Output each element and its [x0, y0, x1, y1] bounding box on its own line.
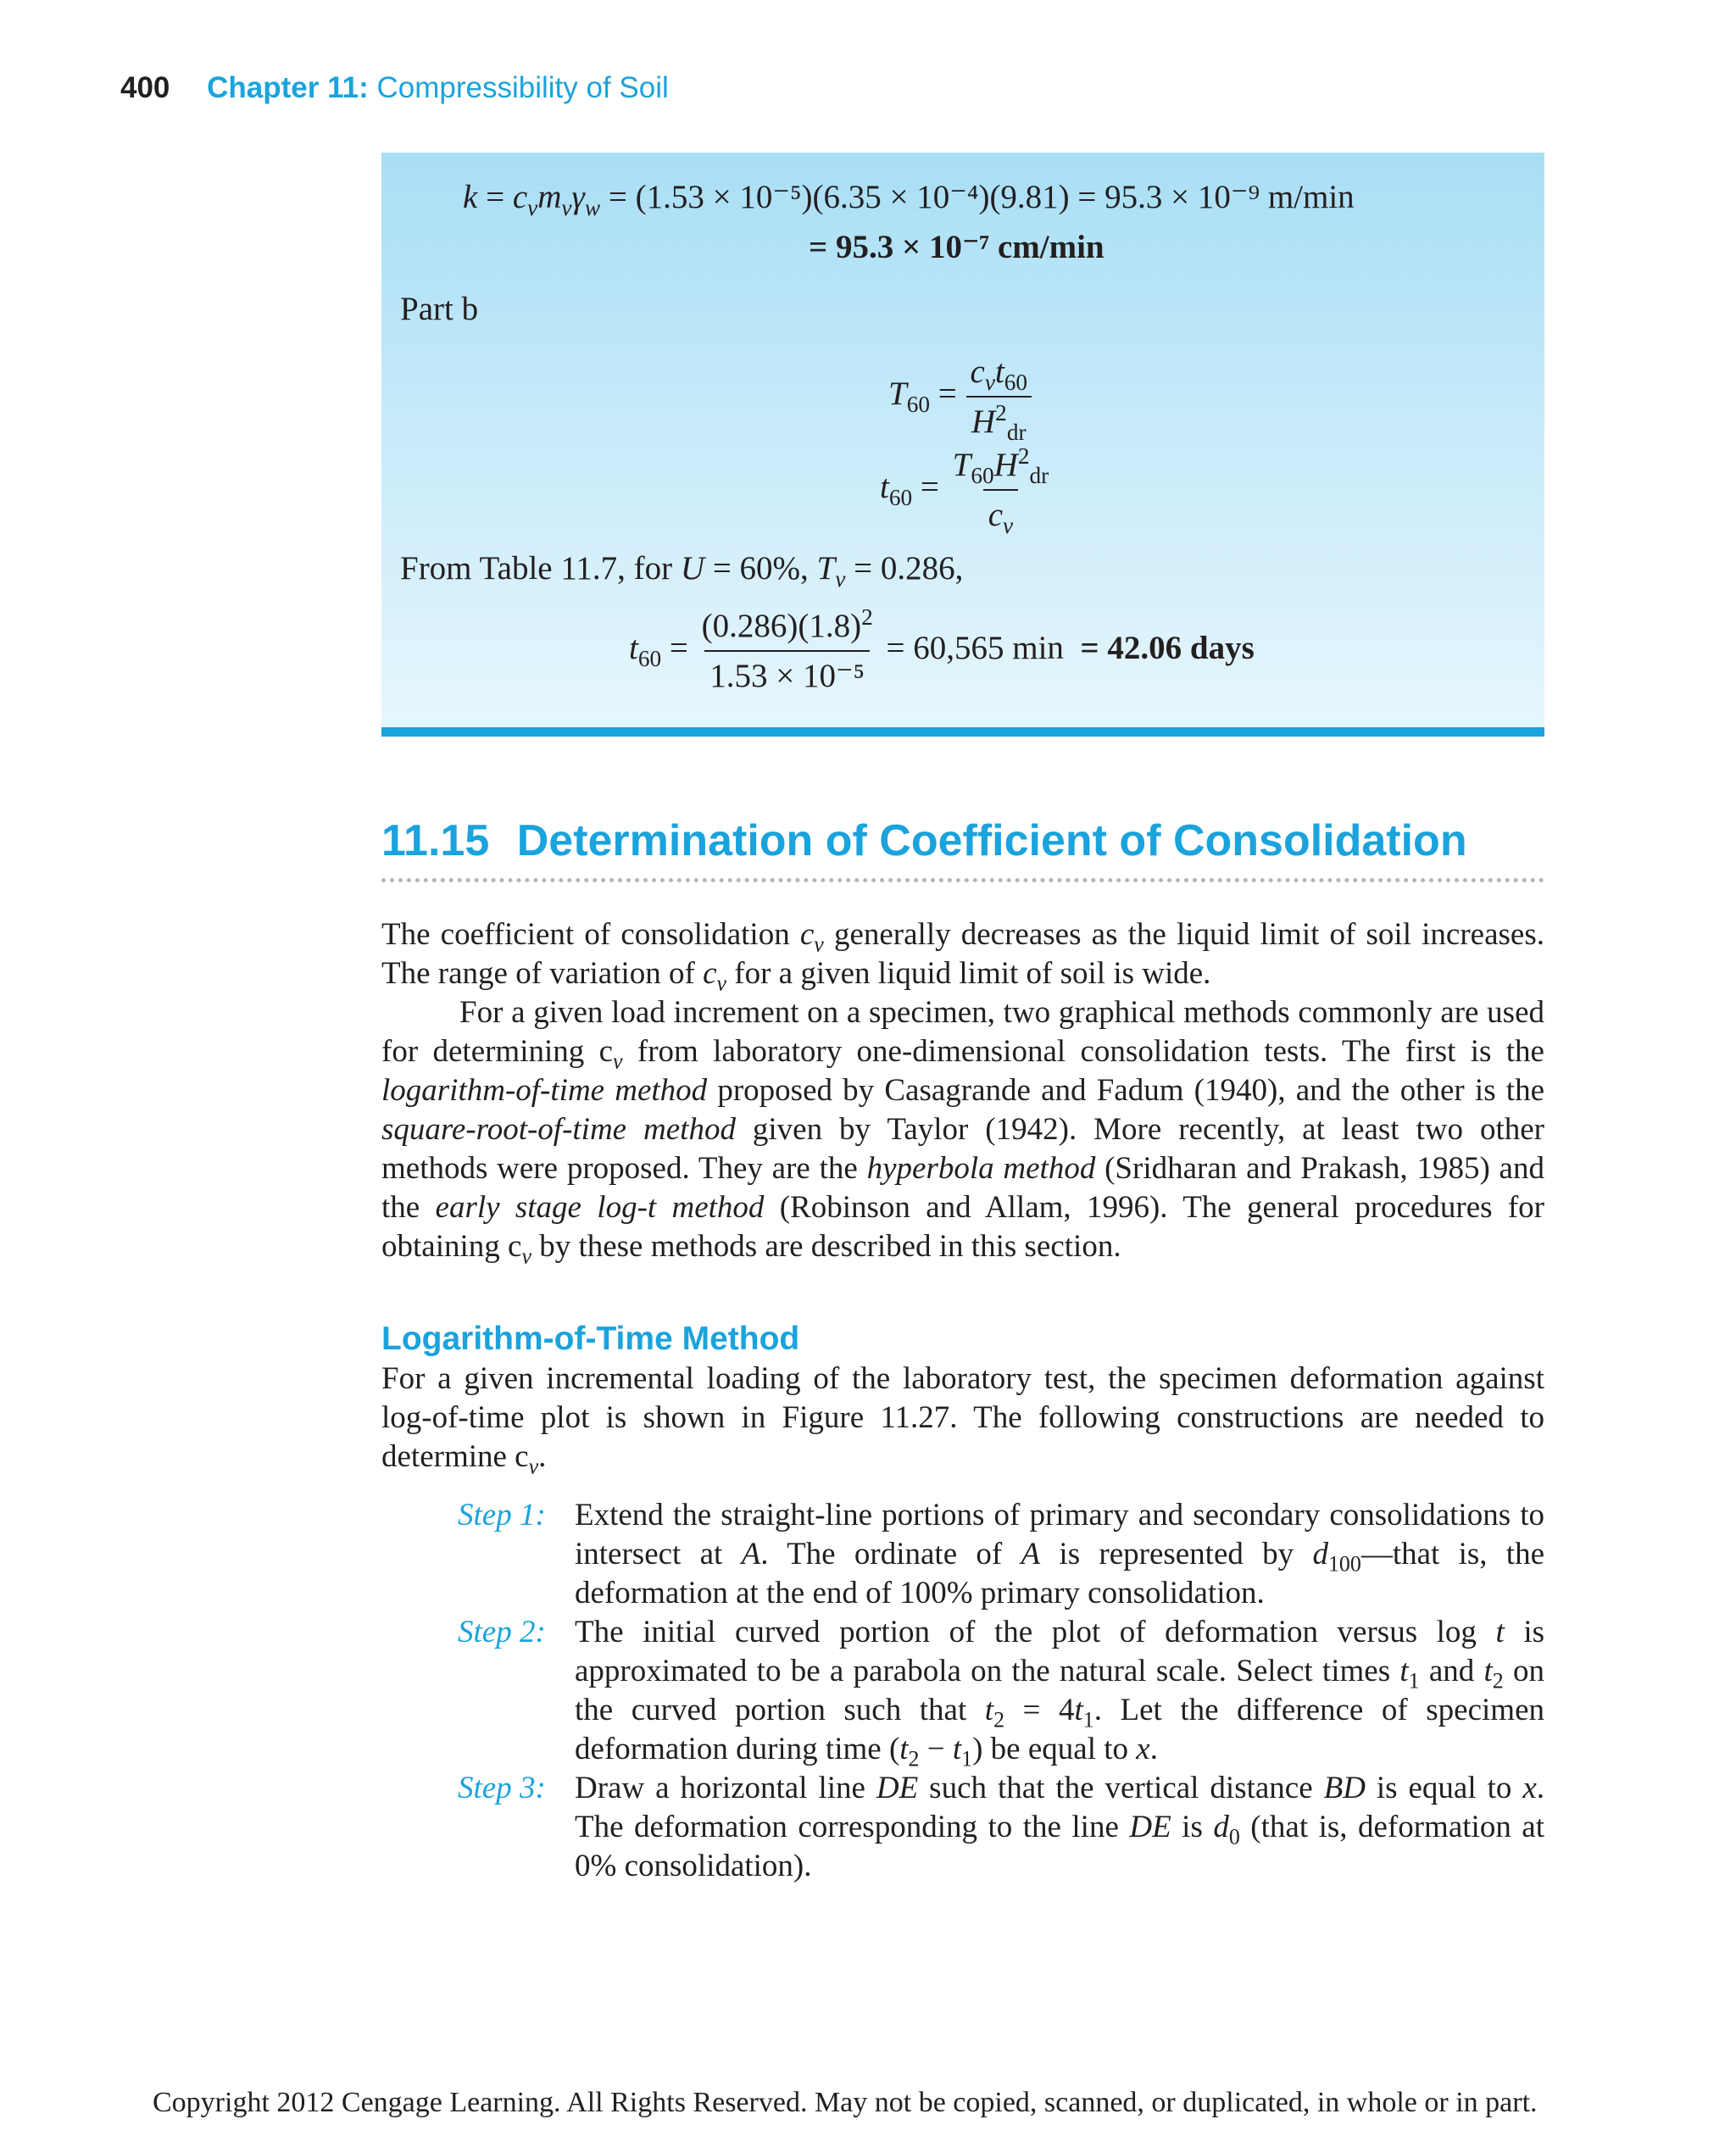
final-time-equation: $t_{60}$ = $\frac{(0.286)(1.8)^2}{\text{1.53 × 10⁻⁵}}$ = 60,565 min = 42.06 days	[629, 604, 1255, 694]
permeability-result: = 95.3 × 10⁻⁷ cm/min	[809, 229, 1104, 265]
step-1-label: Step 1:	[458, 1498, 546, 1532]
section-divider	[381, 878, 1544, 882]
method-early-stage: early stage log-t method	[435, 1190, 765, 1225]
section-title: Determination of Coefficient of Consolidation	[516, 816, 1467, 865]
section-number: 11.15	[381, 816, 490, 865]
chapter-title: Compressibility of Soil	[376, 71, 669, 104]
subsection-heading: Logarithm-of-Time Method	[381, 1321, 800, 1357]
part-b-label: Part b	[400, 291, 479, 327]
step-3-text: Draw a horizontal line DE such that the vertical distance BD is equal to x. The deformation corresponding to the line DE is $d_0$ (that is, deformation at 0% consolidation).	[575, 1771, 1545, 1883]
time-equation: $t_{60}$ = $\frac{T_{60}H^2_{dr}}{c_v}$	[880, 443, 1049, 538]
step-2	[458, 1613, 1544, 1772]
step-1-text: Extend the straight-line portions of primary and secondary consolidations to intersect at A. The ordinate of A is represented by $d_{100}—that$ is, the deformation at the end of 100% primary consolidation.	[575, 1498, 1544, 1610]
final-numerator: (0.286)(1.8)	[701, 608, 862, 644]
example-solution-box	[381, 153, 1544, 737]
copyright-notice: Copyright 2012 Cengage Learning. All Rights Reserved. May not be copied, scanned, or duplicated, in whole or in part.	[153, 2087, 1538, 2118]
method-hyperbola: hyperbola method	[866, 1151, 1096, 1186]
method-log-time: logarithm-of-time method	[381, 1073, 708, 1108]
final-answer-days: = 42.06 days	[1080, 629, 1255, 666]
chapter-label: Chapter 11:	[207, 71, 369, 104]
time-factor-equation: $T_{60}$ = $\frac{c_vt_{60}}{H^2_{dr}}$	[888, 353, 1032, 441]
method-sqrt-time: square-root-of-time method	[381, 1112, 736, 1147]
final-result-minutes: = 60,565 min	[886, 629, 1064, 666]
paragraph-methods: For a given load increment on a specimen, two graphical methods commonly are used for determining $c_v$ from laboratory one-dimensional consolidation tests. The first is the logarithm-of-time method proposed by Casagrande and Fadum (1940), and the other is the square-root-of-time method given by Taylor (1942). More recently, at least two other methods were proposed. They are the hyperbola method (Sridharan and Prakash, 1985) and the early stage log-t method (Robinson and Allam, 1996). The general procedures for obtaining $c_v$ by these methods are described in this section.	[381, 995, 1545, 1269]
step-1	[458, 1496, 1544, 1613]
permeability-equation: $k = c_vm_v\gamma_w = (1.53 \times 10^{-5})(6.35 \times 10^{-4})(9.81) = 95.3 \times 10^{-9}$ m/min	[463, 179, 1355, 220]
final-denominator: 1.53 × 10⁻⁵	[704, 650, 870, 695]
paragraph-log-time-intro: For a given incremental loading of the laboratory test, the specimen deformation against log-of-time plot is shown in Figure 11.27. The following constructions are needed to determine $c_v$.	[381, 1361, 1544, 1479]
step-2-text: The initial curved portion of the plot of deformation versus log t is approximated to be a parabola on the natural scale. Select times $t_1$ and $t_2$ on the curved portion such that $t_2 = 4t_1$. Let the difference of specimen deformation during time $(t_2 - t_1)$ be equal to x.	[575, 1615, 1544, 1772]
section-heading	[381, 815, 1467, 866]
step-2-label: Step 2:	[458, 1615, 546, 1649]
running-head	[120, 71, 669, 105]
page-number: 400	[120, 71, 170, 104]
table-reference-line: From Table 11.7, for U = 60%, $T_v = 0.286$,	[400, 550, 964, 592]
paragraph-intro: The coefficient of consolidation $c_v$ generally decreases as the liquid limit of soil increases. The range of variation of $c_v$ for a given liquid limit of soil is wide.	[381, 917, 1544, 996]
step-3-label: Step 3:	[458, 1771, 546, 1805]
permeability-equation-rhs: = (1.53 × 10⁻⁵)(6.35 × 10⁻⁴)(9.81) = 95.3 × 10⁻⁹ m/min	[608, 179, 1355, 215]
step-3	[458, 1769, 1544, 1886]
